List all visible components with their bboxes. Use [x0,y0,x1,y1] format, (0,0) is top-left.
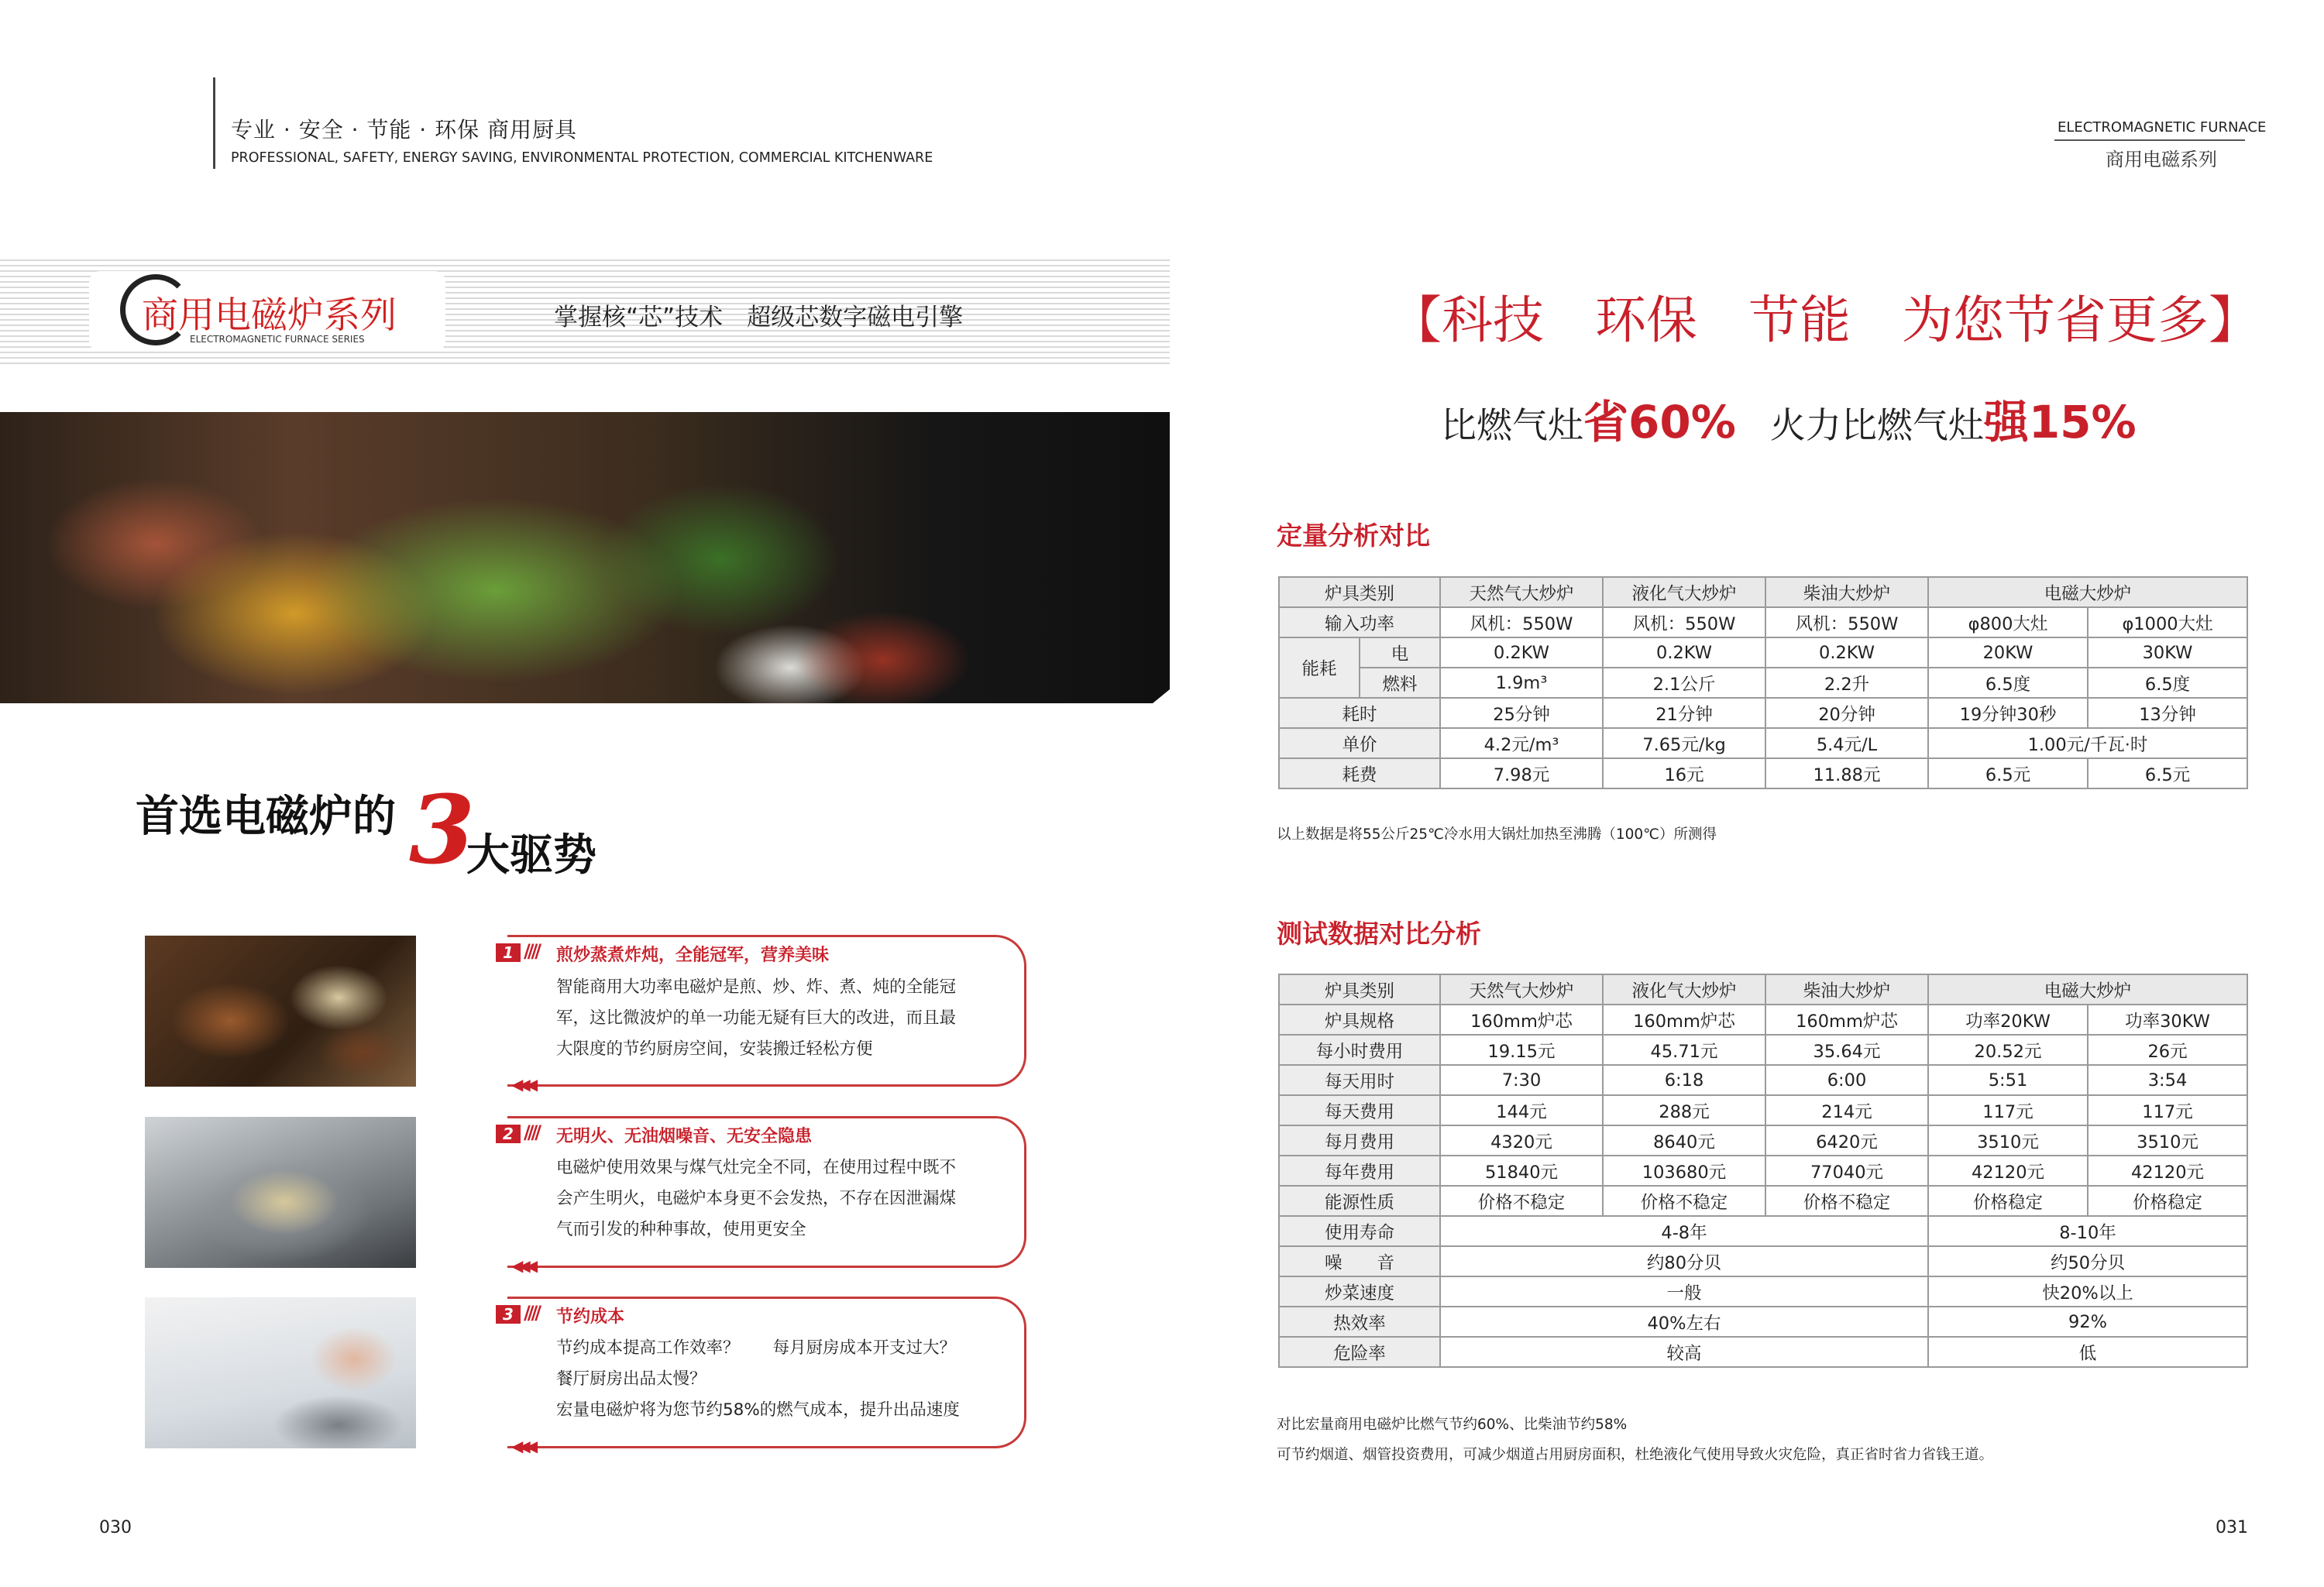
table-row [1279,1216,2247,1246]
table-cell: 40%左右 [1440,1307,1928,1337]
table-cell: 8640元 [1603,1125,1765,1156]
table-cell: 风机：550W [1765,607,1928,637]
series-title: 商用电磁炉系列 [142,294,397,337]
table-cell: 19.15元 [1440,1035,1603,1065]
table-cell: 20KW [1928,637,2088,668]
table-cell: 价格稳定 [2088,1186,2247,1216]
table-cell: 价格稳定 [1928,1186,2088,1216]
card2-line2: 会产生明火，电磁炉本身更不会发热，不存在因泄漏煤 [556,1189,957,1208]
band-slogan: 掌握核“芯”技术 超级芯数字磁电引擎 [554,304,964,331]
table-cell: 约50分贝 [1928,1246,2247,1276]
table-row [1279,1337,2247,1367]
table-row [1279,668,2247,698]
table-cell: 0.2KW [1603,637,1765,668]
trends-title-part1: 首选电磁炉的 [136,792,396,842]
card1-line3: 大限度的节约厨房空间，安装搬迁轻松方便 [556,1039,873,1059]
table-cell: 6.5元 [1928,758,2088,788]
table-cell: 3510元 [2088,1125,2247,1156]
trends-title-number: 3 [409,774,475,885]
table-row [1279,1095,2247,1125]
hero-corner-notch [1153,689,1170,703]
table-cell: 35.64元 [1765,1035,1928,1065]
table-cell: 20分钟 [1765,698,1928,728]
table-row [1279,728,2247,758]
table-cell: 20.52元 [1928,1035,2088,1065]
table-cell: 4.2元/m³ [1440,728,1603,758]
series-subtitle: ELECTROMAGNETIC FURNACE SERIES [190,334,365,345]
card2-title: 无明火、无油烟噪音、无安全隐患 [556,1127,813,1146]
row-label: 噪 音 [1279,1246,1440,1276]
table-cell: 炉具类别 [1279,577,1440,607]
table-cell: 约80分贝 [1440,1246,1928,1276]
table-cell: 117元 [2088,1095,2247,1125]
header-slogan-cn: 专业 · 安全 · 节能 · 环保 商用厨具 [231,117,578,143]
card1-line1: 智能商用大功率电磁炉是煎、炒、炸、煮、炖的全能冠 [556,977,957,997]
row-label: 耗费 [1279,758,1440,788]
table-row [1279,607,2247,637]
table-cell: 电磁大炒炉 [1928,974,2247,1005]
table-cell: 较高 [1440,1337,1928,1367]
table-cell: 柴油大炒炉 [1765,577,1928,607]
table-cell: 4320元 [1440,1125,1603,1156]
table-cell: 30KW [2088,637,2247,668]
table-cell: φ1000大灶 [2088,607,2247,637]
table-cell: 1.00元/千瓦·时 [1928,728,2247,758]
card1-line2: 军，这比微波炉的单一功能无疑有巨大的改进，而且最 [556,1008,957,1028]
table-cell: 77040元 [1765,1156,1928,1186]
table-cell: 0.2KW [1440,637,1603,668]
row-label: 耗时 [1279,698,1440,728]
card3-line3: 宏量电磁炉将为您节约58%的燃气成本，提升出品速度 [556,1400,960,1420]
table-cell: 液化气大炒炉 [1603,577,1765,607]
section2-note2: 可节约烟道、烟管投资费用，可减少烟道占用厨房面积，杜绝液化气使用导致火灾危险，真正省时省力省钱王道。 [1277,1447,1994,1463]
card2-slashes-icon: //// [524,1122,539,1143]
section2-note1: 对比宏量商用电磁炉比燃气节约60%、比柴油节约58% [1277,1417,1628,1433]
table-cell: 风机：550W [1440,607,1603,637]
sub-slogan-a: 比燃气灶 [1441,404,1583,446]
card3-line1: 节约成本提高工作效率？ 每月厨房成本开支过大？ [556,1338,957,1358]
card1-title: 煎炒蒸煮炸炖，全能冠军，营养美味 [556,946,830,965]
row-sublabel: 电 [1360,637,1440,668]
table-cell: 26元 [2088,1035,2247,1065]
table-cell: 16元 [1603,758,1765,788]
table-cell: 42120元 [2088,1156,2247,1186]
card2-line3: 气而引发的种种事故，使用更安全 [556,1220,806,1239]
card1-food-photo [145,936,416,1087]
table-cell: 103680元 [1603,1156,1765,1186]
card3-title: 节约成本 [556,1307,625,1327]
quantitative-table [1278,576,2248,789]
table-header-row [1279,577,2247,607]
table-cell: 6.5元 [2088,758,2247,788]
card2-arrows-icon: ◀◀◀ [511,1256,534,1275]
table-cell: 低 [1928,1337,2247,1367]
table-cell: 160mm炉芯 [1440,1005,1603,1035]
page-number-right: 031 [2216,1518,2248,1537]
table-cell: 25分钟 [1440,698,1603,728]
row-label: 使用寿命 [1279,1216,1440,1246]
table-cell: 0.2KW [1765,637,1928,668]
table-cell: 电磁大炒炉 [1928,577,2247,607]
card3-arrows-icon: ◀◀◀ [511,1437,534,1455]
table-cell: 45.71元 [1603,1035,1765,1065]
page-number-left: 030 [99,1518,132,1537]
card1-arrows-icon: ◀◀◀ [511,1075,534,1094]
card2-number: 2 [496,1125,521,1143]
table-cell: 160mm炉芯 [1603,1005,1765,1035]
table-cell: 快20%以上 [1928,1276,2247,1307]
sub-slogan-b-highlight: 强15% [1983,396,2137,448]
table-row [1279,1307,2247,1337]
table-cell: 7:30 [1440,1065,1603,1095]
row-label: 每天用时 [1279,1065,1440,1095]
table-cell: 21分钟 [1603,698,1765,728]
row-label: 输入功率 [1279,607,1440,637]
row-label: 每小时费用 [1279,1035,1440,1065]
row-label: 单价 [1279,728,1440,758]
row-label: 炒菜速度 [1279,1276,1440,1307]
table-cell: 288元 [1603,1095,1765,1125]
table-cell: 144元 [1440,1095,1603,1125]
table-cell: 6:18 [1603,1065,1765,1095]
table-cell: 92% [1928,1307,2247,1337]
table-cell: 214元 [1765,1095,1928,1125]
card3-number: 3 [496,1305,521,1324]
table-cell: 7.98元 [1440,758,1603,788]
row-label: 炉具规格 [1279,1005,1440,1035]
card2-induction-photo [145,1117,416,1268]
row-label: 每年费用 [1279,1156,1440,1186]
table-cell: 4-8年 [1440,1216,1928,1246]
table-row [1279,637,2247,668]
sub-slogan-b: 火力比燃气灶 [1769,404,1984,446]
table-cell: 2.2升 [1765,668,1928,698]
table-cell: 6:00 [1765,1065,1928,1095]
right-header-cn: 商用电磁系列 [2106,149,2217,170]
table-cell: 160mm炉芯 [1765,1005,1928,1035]
hero-food-image [0,412,1170,703]
table-row [1279,1035,2247,1065]
table-row [1279,1186,2247,1216]
card1-slashes-icon: //// [524,940,539,962]
main-slogan: 【科技 环保 节能 为您节省更多】 [1391,290,2260,350]
row-label: 热效率 [1279,1307,1440,1337]
table-cell: 柴油大炒炉 [1765,974,1928,1005]
table-row [1279,698,2247,728]
table-cell: 13分钟 [2088,698,2247,728]
card3-line2: 餐厅厨房出品太慢？ [556,1369,706,1389]
table-cell: 3:54 [2088,1065,2247,1095]
table-cell: 7.65元/kg [1603,728,1765,758]
table-cell: 5.4元/L [1765,728,1928,758]
table-cell: 6.5度 [1928,668,2088,698]
section-title-quantitative: 定量分析对比 [1277,520,1430,551]
row-label: 每月费用 [1279,1125,1440,1156]
section-title-test-data: 测试数据对比分析 [1277,919,1481,949]
section1-note: 以上数据是将55公斤25℃冷水用大锅灶加热至沸腾（100℃）所测得 [1277,826,1717,843]
table-row [1279,758,2247,788]
table-cell: 2.1公斤 [1603,668,1765,698]
table-cell: 6.5度 [2088,668,2247,698]
table-cell: 5:51 [1928,1065,2088,1095]
table-cell: 价格不稳定 [1765,1186,1928,1216]
table-cell: 6420元 [1765,1125,1928,1156]
table-row [1279,1125,2247,1156]
row-label: 能耗 [1279,637,1360,698]
table-cell: 液化气大炒炉 [1603,974,1765,1005]
header-slogan-en: PROFESSIONAL, SAFETY, ENERGY SAVING, ENVIRONMENTAL PROTECTION, COMMERCIAL KITCHENWARE [231,150,933,166]
table-cell: 天然气大炒炉 [1440,577,1603,607]
row-sublabel: 燃料 [1360,668,1440,698]
sub-slogan-a-highlight: 省60% [1583,396,1736,448]
table-cell: 42120元 [1928,1156,2088,1186]
table-cell: φ800大灶 [1928,607,2088,637]
table-cell: 炉具类别 [1279,974,1440,1005]
card3-slashes-icon: //// [524,1302,539,1324]
table-row [1279,1276,2247,1307]
table-cell: 51840元 [1440,1156,1603,1186]
trends-title-part2: 大驱势 [466,830,596,881]
card1-number: 1 [496,943,521,962]
table-cell: 19分钟30秒 [1928,698,2088,728]
table-cell: 功率20KW [1928,1005,2088,1035]
row-label: 能源性质 [1279,1186,1440,1216]
table-row [1279,1065,2247,1095]
card2-line1: 电磁炉使用效果与煤气灶完全不同，在使用过程中既不 [556,1158,957,1177]
right-header-rule [2054,139,2245,141]
table-cell: 117元 [1928,1095,2088,1125]
table-row [1279,1156,2247,1186]
table-cell: 1.9m³ [1440,668,1603,698]
row-label: 每天费用 [1279,1095,1440,1125]
row-label: 危险率 [1279,1337,1440,1367]
table-row [1279,1246,2247,1276]
header-divider [213,77,215,169]
right-header-en: ELECTROMAGNETIC FURNACE [2058,119,2267,136]
table-cell: 3510元 [1928,1125,2088,1156]
sub-slogan [1441,386,2137,451]
table-cell: 一般 [1440,1276,1928,1307]
table-cell: 天然气大炒炉 [1440,974,1603,1005]
table-cell: 风机：550W [1603,607,1765,637]
table-row [1279,1005,2247,1035]
card3-calculator-photo [145,1297,416,1448]
table-cell: 功率30KW [2088,1005,2247,1035]
test-data-table [1278,974,2248,1368]
table-cell: 11.88元 [1765,758,1928,788]
table-cell: 价格不稳定 [1440,1186,1603,1216]
table-cell: 价格不稳定 [1603,1186,1765,1216]
table-header-row [1279,974,2247,1005]
table-cell: 8-10年 [1928,1216,2247,1246]
